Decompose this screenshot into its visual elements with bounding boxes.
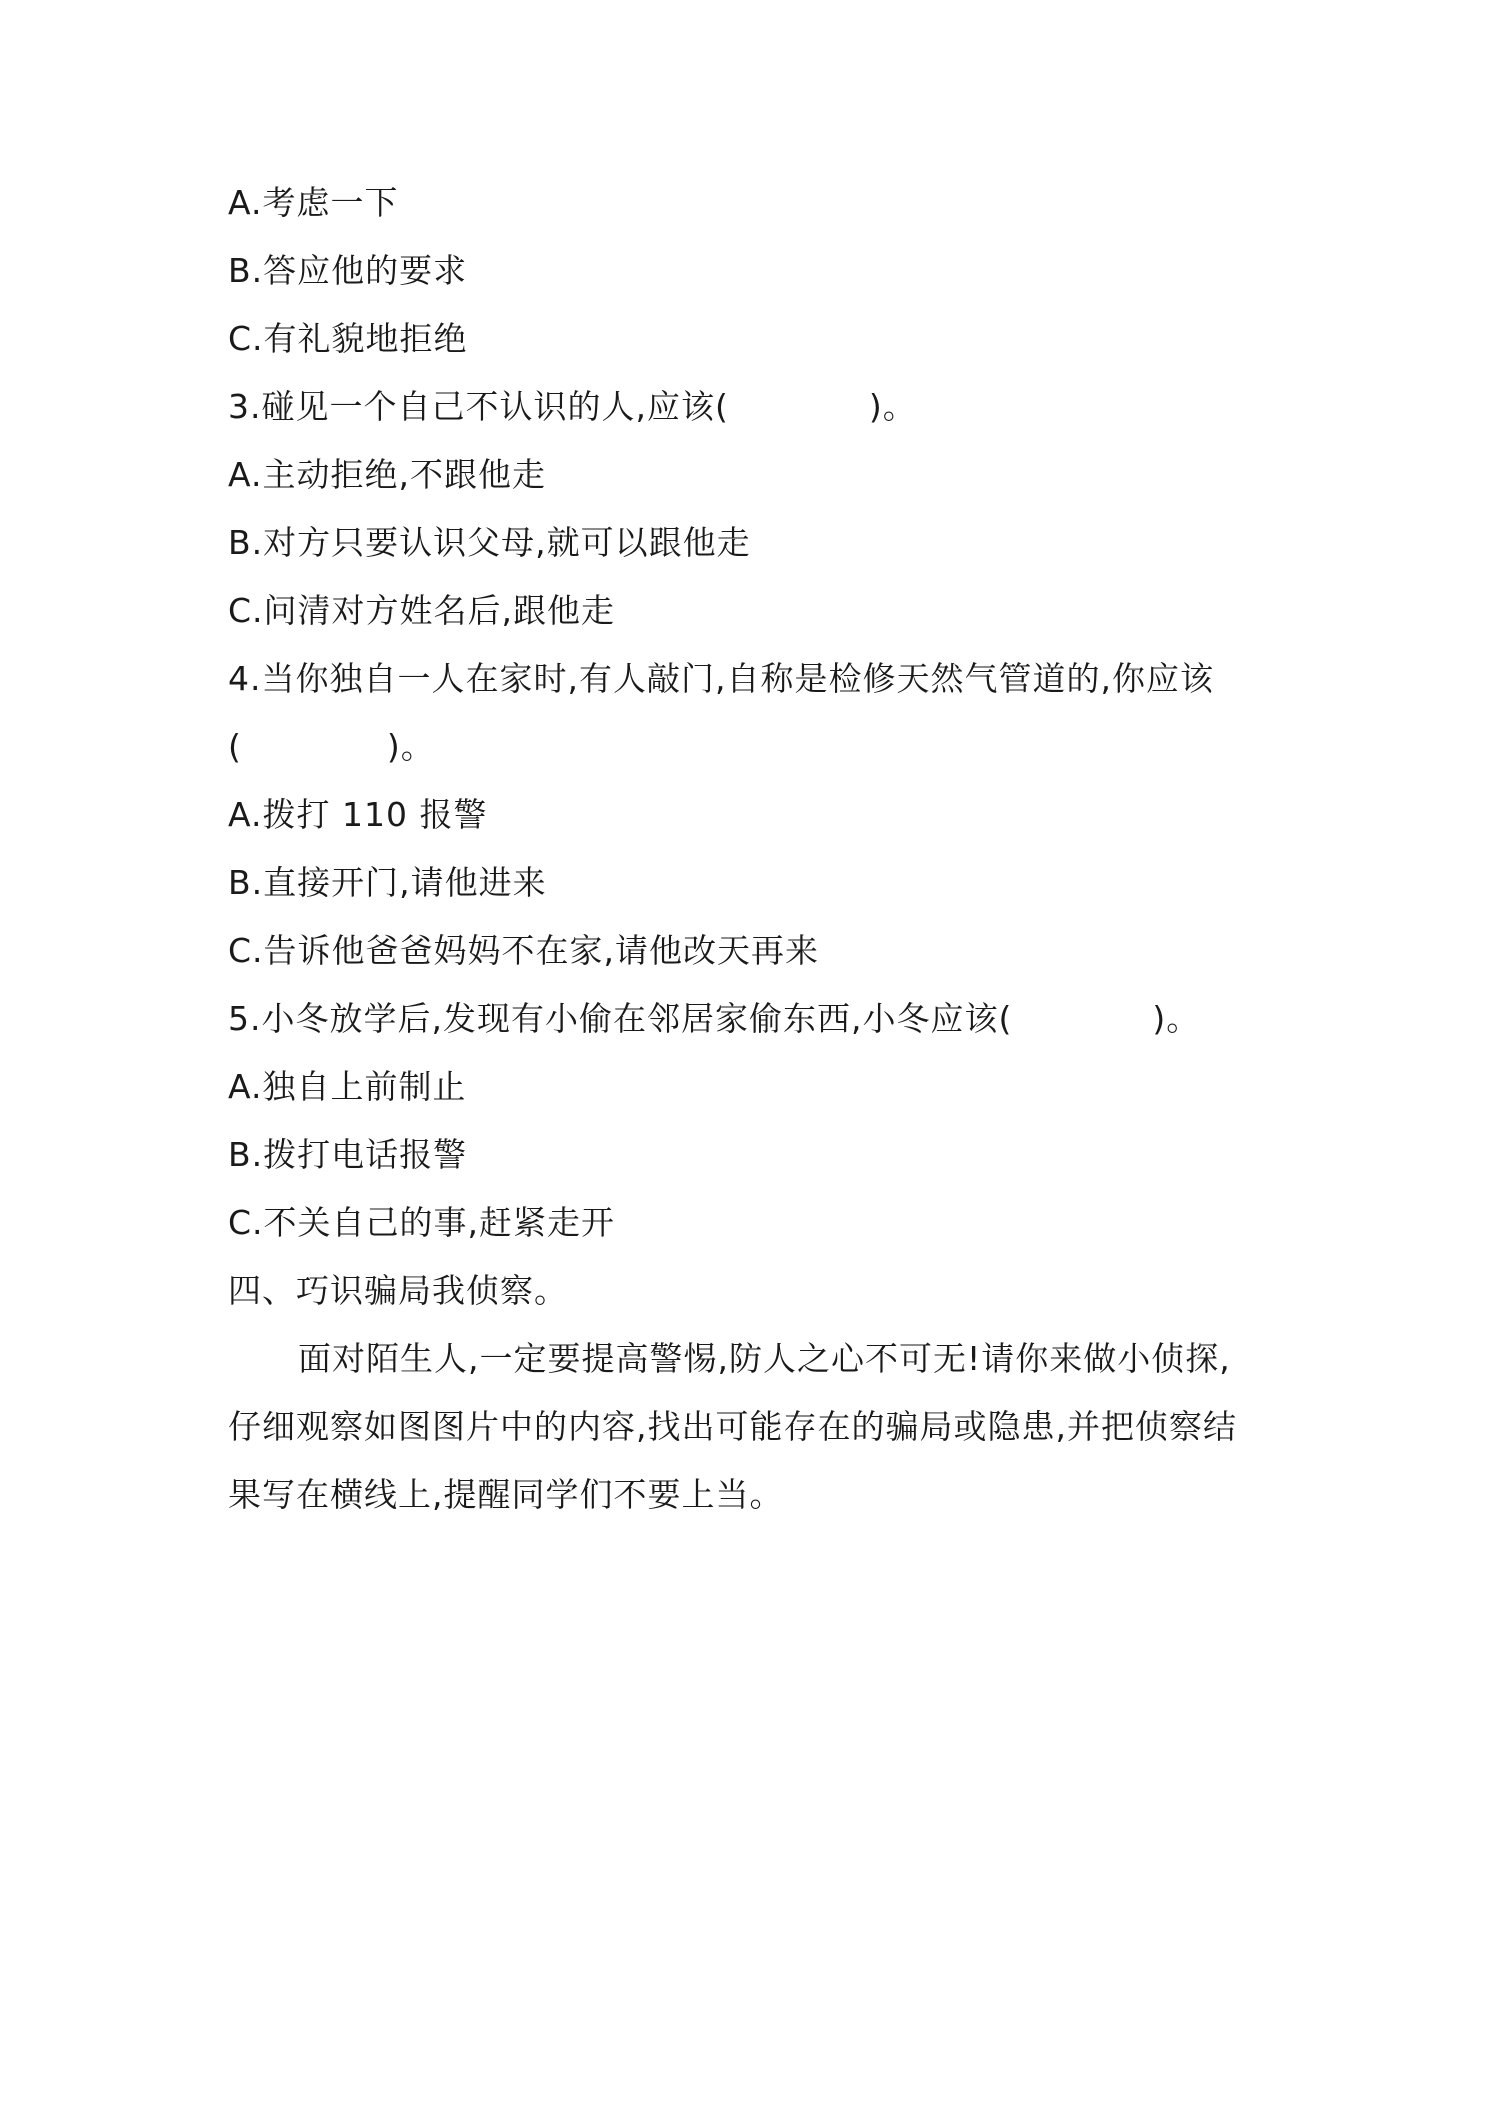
q3-option-a: A.主动拒绝,不跟他走 (228, 455, 546, 494)
section-4-paragraph-line-2: 仔细观察如图图片中的内容,找出可能存在的骗局或隐患,并把侦察结 (228, 1407, 1237, 1446)
q4-stem-end: )。 (386, 727, 435, 766)
q5-option-c: C.不关自己的事,赶紧走开 (228, 1203, 616, 1242)
q5-option-b: B.拨打电话报警 (228, 1135, 468, 1174)
q5-stem-end: )。 (1152, 999, 1201, 1038)
q4-stem-open: ( (228, 727, 242, 766)
q4-option-b: B.直接开门,请他进来 (228, 863, 547, 902)
section-4-heading: 四、巧识骗局我侦察。 (228, 1271, 568, 1310)
q4-stem-line1: 4.当你独自一人在家时,有人敲门,自称是检修天然气管道的,你应该 (228, 659, 1214, 698)
q3-option-c: C.问清对方姓名后,跟他走 (228, 591, 616, 630)
q3-option-b: B.对方只要认识父母,就可以跟他走 (228, 523, 751, 562)
q3-stem-text: 3.碰见一个自己不认识的人,应该( (228, 387, 729, 426)
q3-stem (228, 383, 917, 431)
section-4-paragraph-line-3: 果写在横线上,提醒同学们不要上当。 (228, 1475, 784, 1514)
q3-stem-end: )。 (868, 387, 917, 426)
q2-option-a: A.考虑一下 (228, 183, 399, 222)
q4-option-c: C.告诉他爸爸妈妈不在家,请他改天再来 (228, 931, 820, 970)
q4-stem-line2 (228, 723, 435, 771)
q5-stem (228, 995, 1200, 1043)
q5-stem-text: 5.小冬放学后,发现有小偷在邻居家偷东西,小冬应该( (228, 999, 1013, 1038)
q5-option-a: A.独自上前制止 (228, 1067, 467, 1106)
section-4-paragraph-line-1: 面对陌生人,一定要提高警惕,防人之心不可无!请你来做小侦探, (298, 1339, 1231, 1378)
q2-option-c: C.有礼貌地拒绝 (228, 319, 468, 358)
q4-option-a: A.拨打 110 报警 (228, 795, 488, 834)
q2-option-b: B.答应他的要求 (228, 251, 468, 290)
